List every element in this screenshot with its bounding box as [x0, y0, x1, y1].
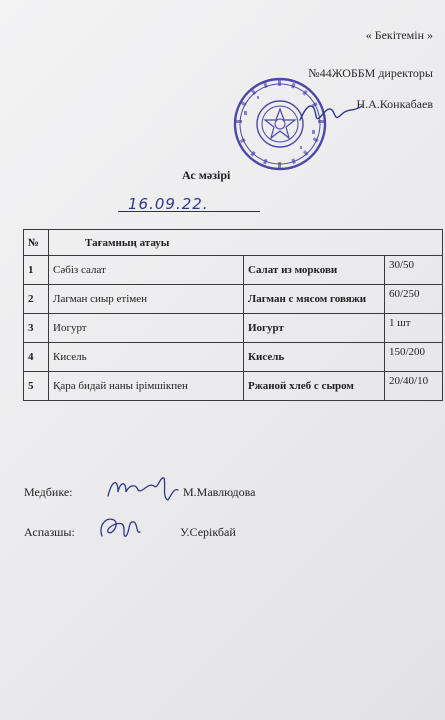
dish-name-ru: Иогурт — [244, 314, 385, 343]
column-header-dish-name: Тағамның атауы — [49, 230, 443, 256]
menu-table — [23, 229, 443, 401]
director-signature-icon — [296, 96, 366, 130]
row-number: 2 — [24, 285, 49, 314]
dish-name-kz: Иогурт — [49, 314, 244, 343]
page-title: Ас мәзірі — [182, 168, 231, 182]
dish-amount: 1 шт — [385, 314, 443, 343]
row-number: 5 — [24, 372, 49, 401]
table-row — [24, 314, 443, 343]
dish-name-ru: Кисель — [244, 343, 385, 372]
nurse-signature-icon — [104, 470, 180, 504]
menu-date: 16.09.22. — [128, 195, 209, 213]
cook-name: У.Серікбай — [180, 525, 236, 539]
dish-amount: 30/50 — [385, 256, 443, 285]
table-row — [24, 285, 443, 314]
approval-heading: « Бекітемін » — [365, 28, 433, 42]
dish-name-ru: Ржаной хлеб с сыром — [244, 372, 385, 401]
table-header-row — [24, 230, 443, 256]
table-row — [24, 256, 443, 285]
dish-amount: 60/250 — [385, 285, 443, 314]
column-header-number: № — [24, 230, 49, 256]
director-name: Н.А.Конкабаев — [356, 97, 433, 111]
row-number: 4 — [24, 343, 49, 372]
table-row — [24, 343, 443, 372]
nurse-label: Медбике: — [24, 485, 73, 499]
cook-signature-icon — [96, 512, 142, 544]
row-number: 1 — [24, 256, 49, 285]
dish-amount: 150/200 — [385, 343, 443, 372]
director-title: №44ЖОББМ директоры — [308, 66, 433, 80]
dish-name-ru: Салат из моркови — [244, 256, 385, 285]
dish-name-kz: Сәбіз салат — [49, 256, 244, 285]
dish-amount: 20/40/10 — [385, 372, 443, 401]
dish-name-ru: Лагман с мясом говяжи — [244, 285, 385, 314]
dish-name-kz: Кисель — [49, 343, 244, 372]
nurse-name: М.Мавлюдова — [183, 485, 256, 499]
table-row — [24, 372, 443, 401]
dish-name-kz: Лагман сиыр етімен — [49, 285, 244, 314]
dish-name-kz: Қара бидай наны ірімшікпен — [49, 372, 244, 401]
date-underline — [118, 211, 260, 212]
row-number: 3 — [24, 314, 49, 343]
cook-label: Аспазшы: — [24, 525, 75, 539]
